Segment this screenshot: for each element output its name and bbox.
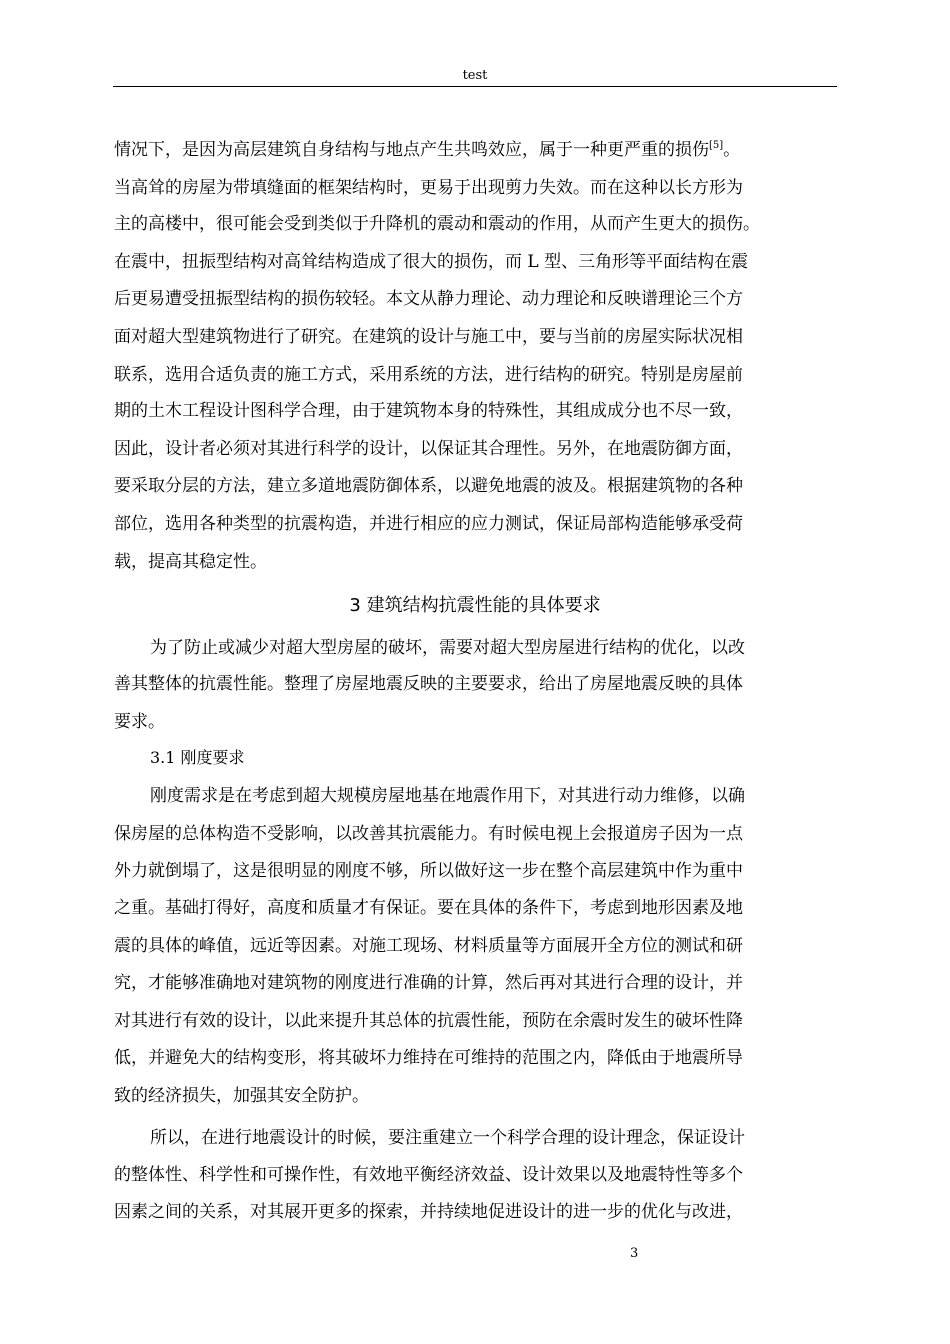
text-run: 情况下，是因为高层建筑自身结构与地点产生共鸣效应，属于一种更严重的损伤	[114, 140, 709, 160]
text-line: 联系，选用合适负责的施工方式，采用系统的方法，进行结构的研究。特别是房屋前	[114, 365, 743, 385]
text-line: 期的土木工程设计图科学合理，由于建筑物本身的特殊性，其组成成分也不尽一致，	[114, 401, 743, 421]
text-line: 之重。基础打得好，高度和质量才有保证。要在具体的条件下，考虑到地形因素及地	[114, 898, 743, 918]
page-header: test	[462, 68, 488, 83]
text-line: 要采取分层的方法，建立多道地震防御体系，以避免地震的波及。根据建筑物的各种	[114, 476, 743, 496]
page-number: 3	[630, 1246, 639, 1261]
text-line: 后更易遭受扭振型结构的损伤较轻。本文从静力理论、动力理论和反映谱理论三个方	[114, 289, 743, 309]
text-run: 。	[723, 140, 741, 160]
text-line: 载，提高其稳定性。	[114, 552, 267, 572]
text-line: 因素之间的关系，对其展开更多的探索，并持续地促进设计的进一步的优化与改进，	[114, 1202, 743, 1222]
text-line	[114, 136, 840, 164]
text-line: 善其整体的抗震性能。整理了房屋地震反映的主要要求，给出了房屋地震反映的具体	[114, 674, 743, 694]
text-line: 为了防止或减少对超大型房屋的破坏，需要对超大型房屋进行结构的优化，以改	[150, 638, 745, 658]
text-line: 致的经济损失，加强其安全防护。	[114, 1086, 369, 1106]
text-line: 所以，在进行地震设计的时候，要注重建立一个科学合理的设计理念，保证设计	[150, 1128, 745, 1148]
text-line: 面对超大型建筑物进行了研究。在建筑的设计与施工中，要与当前的房屋实际状况相	[114, 327, 743, 347]
text-line: 部位，选用各种类型的抗震构造，并进行相应的应力测试，保证局部构造能够承受荷	[114, 514, 743, 534]
text-line: 当高耸的房屋为带填缝面的框架结构时，更易于出现剪力失效。而在这种以长方形为	[114, 178, 743, 198]
text-line: 究，才能够准确地对建筑物的刚度进行准确的计算，然后再对其进行合理的设计，并	[114, 973, 743, 993]
text-line: 主的高楼中，很可能会受到类似于升降机的震动和震动的作用，从而产生更大的损伤。	[114, 214, 760, 234]
text-line: 刚度需求是在考虑到超大规模房屋地基在地震作用下，对其进行动力维修，以确	[150, 786, 745, 806]
section-heading: 3 建筑结构抗震性能的具体要求	[349, 595, 601, 616]
text-line: 因此，设计者必须对其进行科学的设计，以保证其合理性。另外，在地震防御方面，	[114, 439, 743, 459]
text-line: 要求。	[114, 712, 165, 732]
text-line: 震的具体的峰值，远近等因素。对施工现场、材料质量等方面展开全方位的测试和研	[114, 936, 743, 956]
citation-ref: [5]	[709, 140, 724, 151]
text-line: 外力就倒塌了，这是很明显的刚度不够，所以做好这一步在整个高层建筑中作为重中	[114, 861, 743, 881]
text-line: 低，并避免大的结构变形，将其破坏力维持在可维持的范围之内，降低由于地震所导	[114, 1048, 743, 1068]
header-rule	[113, 86, 837, 87]
text-line: 的整体性、科学性和可操作性，有效地平衡经济效益、设计效果以及地震特性等多个	[114, 1165, 743, 1185]
text-line: 在震中，扭振型结构对高耸结构造成了很大的损伤，而 L 型、三角形等平面结构在震	[114, 252, 749, 272]
text-line: 对其进行有效的设计，以此来提升其总体的抗震性能，预防在余震时发生的破坏性降	[114, 1011, 743, 1031]
subsection-heading: 3.1 刚度要求	[150, 748, 245, 767]
text-line: 保房屋的总体构造不受影响，以改善其抗震能力。有时候电视上会报道房子因为一点	[114, 824, 743, 844]
